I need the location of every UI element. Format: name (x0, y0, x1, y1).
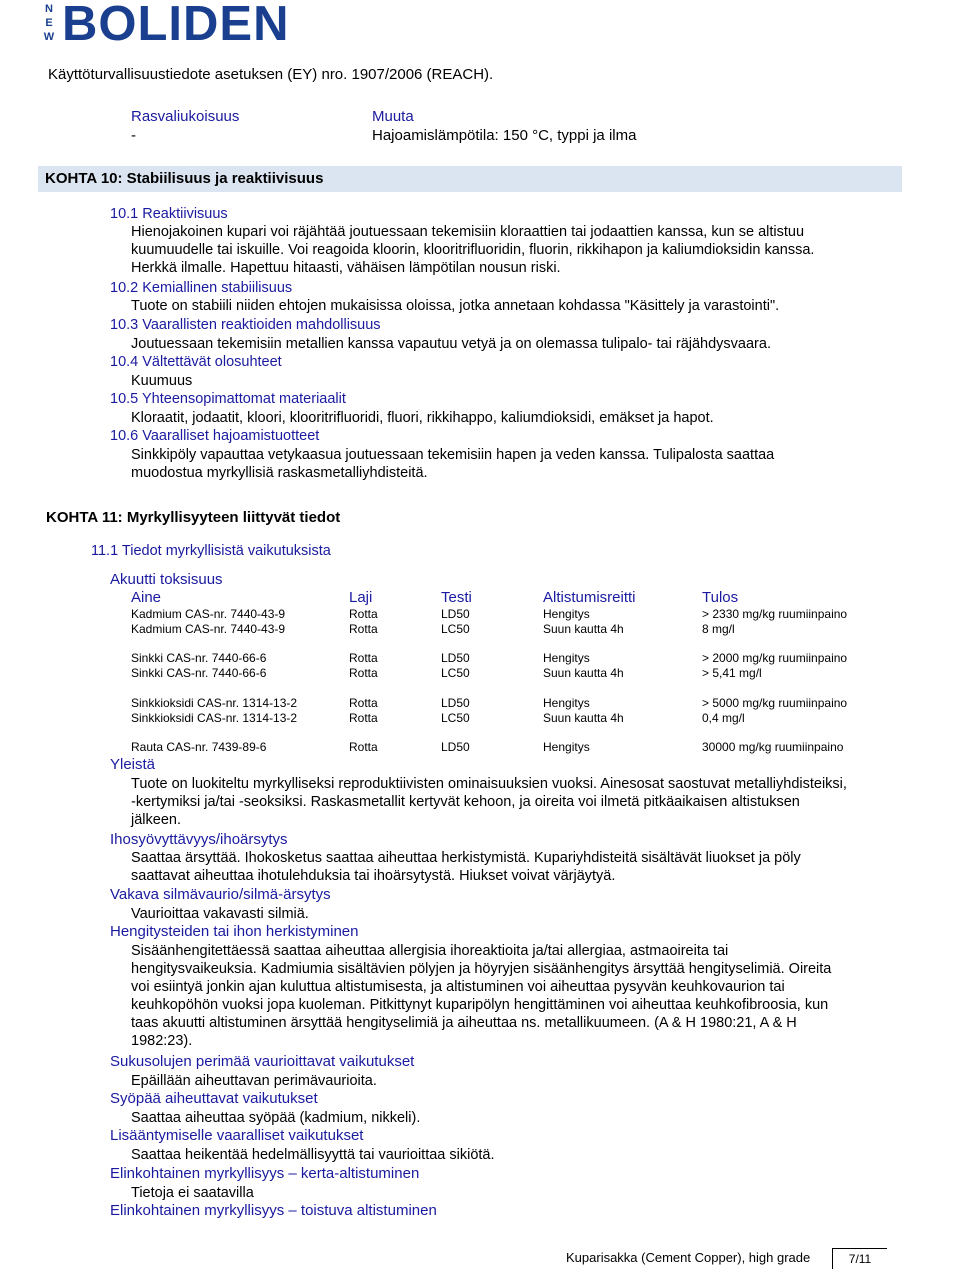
table-cell: > 2330 mg/kg ruumiinpaino (702, 607, 848, 621)
skin-line: Saattaa ärsyttää. Ihokosketus saattaa aiheuttaa herkistymistä. Kupariyhdisteitä sisältävät liuokset ja pöly (131, 850, 801, 866)
col1-value: - (131, 127, 136, 144)
acute-toxicity-title: Akuutti toksisuus (110, 571, 223, 588)
logo-wordmark: BOLIDEN (62, 0, 290, 51)
table-cell: 0,4 mg/l (702, 711, 745, 725)
carcinogenicity-text: Saattaa aiheuttaa syöpää (kadmium, nikkeli). (131, 1110, 421, 1126)
skin-title: Ihosyövyttävyys/ihoärsytys (110, 831, 288, 848)
sensitisation-line: voi esiintyä jonkin ajan kuluttua altistumisesta, ja altistuminen voi aiheuttaa pysyvän keuhkovaurion tai (131, 979, 785, 995)
table-cell: Rotta (349, 607, 378, 621)
table-header-testi: Testi (441, 589, 472, 606)
sensitisation-line: taas akuutti altistuminen ärsyttää hengityselimiä ja aiheuttaa ns. metallikuumeen. (A & H 1980:21, A & H (131, 1015, 797, 1031)
boliden-logo (38, 0, 308, 51)
s10-4-title: 10.4 Vältettävät olosuhteet (110, 354, 282, 370)
mutagenicity-title: Sukusolujen perimää vaurioittavat vaikutukset (110, 1053, 415, 1070)
general-line: -kertymiksi ja/tai -seoksiksi. Raskasmetallit kertyvät kehoon, ja oireita voi ilmetä pitkäaikaisen altistuksen (131, 794, 800, 810)
s10-6-line: Sinkkipöly vapauttaa vetykaasua joutuessaan tekemisiin hapen ja veden kanssa. Tulipalosta saattaa (131, 447, 775, 463)
logo-letter: E (45, 17, 53, 29)
general-line: Tuote on luokiteltu myrkylliseksi reproduktiivisten ominaisuuksien vuoksi. Ainesosat saostuvat metalliyhdisteiksi, (131, 776, 847, 792)
table-cell: Kadmium CAS-nr. 7440-43-9 (131, 622, 286, 636)
table-cell: Hengitys (543, 651, 590, 665)
s10-6-title: 10.6 Vaaralliset hajoamistuotteet (110, 428, 320, 444)
logo-letter: W (43, 31, 55, 43)
eye-text: Vaurioittaa vakavasti silmiä. (131, 906, 309, 922)
general-title: Yleistä (110, 756, 156, 773)
table-cell: 30000 mg/kg ruumiinpaino (702, 740, 844, 754)
table-header-aine: Aine (131, 589, 162, 606)
table-cell: Sinkkioksidi CAS-nr. 1314-13-2 (131, 711, 298, 725)
table-cell: LC50 (441, 711, 470, 725)
s10-5-text: Kloraatit, jodaatit, kloori, klooritrifluoridi, fluori, rikkihappo, kaliumdioksidi, emäkset ja hapot. (131, 410, 714, 426)
table-cell: Hengitys (543, 696, 590, 710)
s10-4-text: Kuumuus (131, 373, 193, 389)
reproductive-text: Saattaa heikentää hedelmällisyyttä tai vaurioittaa sikiötä. (131, 1147, 495, 1163)
col2-label: Muuta (372, 108, 414, 125)
table-header-tulos: Tulos (702, 589, 739, 606)
table-cell: Suun kautta 4h (543, 622, 624, 636)
section-11-heading: KOHTA 11: Myrkyllisyyteen liittyvät tiedot (46, 509, 341, 526)
s10-6-text (131, 446, 921, 482)
s10-1-line: Herkkä ilmalle. Hapettuu hitaasti, vähäisen lämpötilan nousun riski. (131, 260, 561, 276)
table-cell: Rotta (349, 622, 378, 636)
table-header-laji: Laji (349, 589, 373, 606)
general-text (131, 775, 921, 829)
eye-title: Vakava silmävaurio/silmä-ärsytys (110, 886, 331, 903)
sensitisation-line: keuhkopöhön vuoksi jopa kuoleman. Pitkittynyt kuparipölyn hengittäminen voi aiheuttaa keuhkofibroosia, kun (131, 997, 829, 1013)
table-cell: LC50 (441, 622, 470, 636)
table-cell: Suun kautta 4h (543, 711, 624, 725)
s10-5-title: 10.5 Yhteensopimattomat materiaalit (110, 391, 346, 407)
table-header-altistumisreitti: Altistumisreitti (543, 589, 636, 606)
table-cell: > 2000 mg/kg ruumiinpaino (702, 651, 848, 665)
s10-2-title: 10.2 Kemiallinen stabiilisuus (110, 280, 293, 296)
table-cell: Hengitys (543, 740, 590, 754)
stot-single-title: Elinkohtainen myrkyllisyys – kerta-altistuminen (110, 1165, 420, 1182)
table-cell: Sinkkioksidi CAS-nr. 1314-13-2 (131, 696, 298, 710)
s10-3-title: 10.3 Vaarallisten reaktioiden mahdollisuus (110, 317, 381, 333)
s10-1-title: 10.1 Reaktiivisuus (110, 206, 228, 222)
table-cell: Suun kautta 4h (543, 666, 624, 680)
table-cell: LD50 (441, 607, 470, 621)
table-cell: Sinkki CAS-nr. 7440-66-6 (131, 651, 267, 665)
reproductive-title: Lisääntymiselle vaaralliset vaikutukset (110, 1127, 364, 1144)
sensitisation-line: Sisäänhengitettäessä saattaa aiheuttaa allergisia ihoreaktioita ja/tai allergiaa, astmaoireita tai (131, 943, 729, 959)
table-cell: Rotta (349, 740, 378, 754)
logo-letter: N (45, 3, 53, 15)
sensitisation-title: Hengitysteiden tai ihon herkistyminen (110, 923, 359, 940)
skin-line: saattavat aiheuttaa ihotulehduksia tai ihoärsytystä. Hiukset voivat värjäytyä. (131, 868, 616, 884)
table-cell: Hengitys (543, 607, 590, 621)
table-cell: > 5,41 mg/l (702, 666, 762, 680)
skin-text (131, 849, 921, 885)
stot-repeated-title: Elinkohtainen myrkyllisyys – toistuva altistuminen (110, 1202, 437, 1219)
col1-label: Rasvaliukoisuus (131, 108, 240, 125)
table-cell: LD50 (441, 696, 470, 710)
table-cell: Rotta (349, 666, 378, 680)
table-cell: Sinkki CAS-nr. 7440-66-6 (131, 666, 267, 680)
table-cell: Rotta (349, 651, 378, 665)
s10-6-line: muodostua myrkyllisiä raskasmetalliyhdisteitä. (131, 465, 428, 481)
table-cell: LC50 (441, 666, 470, 680)
footer-product-name: Kuparisakka (Cement Copper), high grade (566, 1250, 811, 1265)
regulation-header: Käyttöturvallisuustiedote asetuksen (EY) nro. 1907/2006 (REACH). (48, 66, 494, 83)
s10-3-text: Joutuessaan tekemisiin metallien kanssa vapautuu vetyä ja on olemassa tulipalo- tai räjähdysvaara. (131, 336, 771, 352)
table-cell: Rotta (349, 711, 378, 725)
s10-1-text (131, 223, 921, 277)
mutagenicity-text: Epäillään aiheuttavan perimävaurioita. (131, 1073, 377, 1089)
page-number: 7/11 (832, 1248, 887, 1269)
col2-value: Hajoamislämpötila: 150 °C, typpi ja ilma (372, 127, 637, 144)
sensitisation-text (131, 942, 921, 1050)
s10-2-text: Tuote on stabiili niiden ehtojen mukaisissa oloissa, jotka annetaan kohdassa "Käsittely ja varastointi". (131, 298, 780, 314)
s10-1-line: kuumuudelle tai iskuille. Voi reagoida kloorin, klooritrifluoridin, fluorin, rikkihapon ja kaliumdioksidin kanssa. (131, 242, 815, 258)
table-cell: 8 mg/l (702, 622, 735, 636)
table-cell: > 5000 mg/kg ruumiinpaino (702, 696, 848, 710)
table-cell: LD50 (441, 651, 470, 665)
logo-new-letters (38, 2, 60, 46)
table-cell: LD50 (441, 740, 470, 754)
s10-1-line: Hienojakoinen kupari voi räjähtää joutuessaan tekemisiin kloraattien tai jodaattien kanssa, kun se altistuu (131, 224, 805, 240)
table-cell: Rotta (349, 696, 378, 710)
section-10-heading: KOHTA 10: Stabiilisuus ja reaktiivisuus (38, 166, 902, 192)
sensitisation-line: hengitysvaikeuksia. Kadmiumia sisältävien pölyjen ja höyryjen sisäänhengitys ärsyttää hengityselimiä. Oireita (131, 961, 832, 977)
carcinogenicity-title: Syöpää aiheuttavat vaikutukset (110, 1090, 318, 1107)
general-line: jälkeen. (131, 812, 181, 828)
table-cell: Rauta CAS-nr. 7439-89-6 (131, 740, 267, 754)
stot-single-text: Tietoja ei saatavilla (131, 1185, 254, 1201)
s11-1-title: 11.1 Tiedot myrkyllisistä vaikutuksista (91, 543, 331, 559)
sensitisation-line: 1982:23). (131, 1033, 193, 1049)
table-cell: Kadmium CAS-nr. 7440-43-9 (131, 607, 286, 621)
